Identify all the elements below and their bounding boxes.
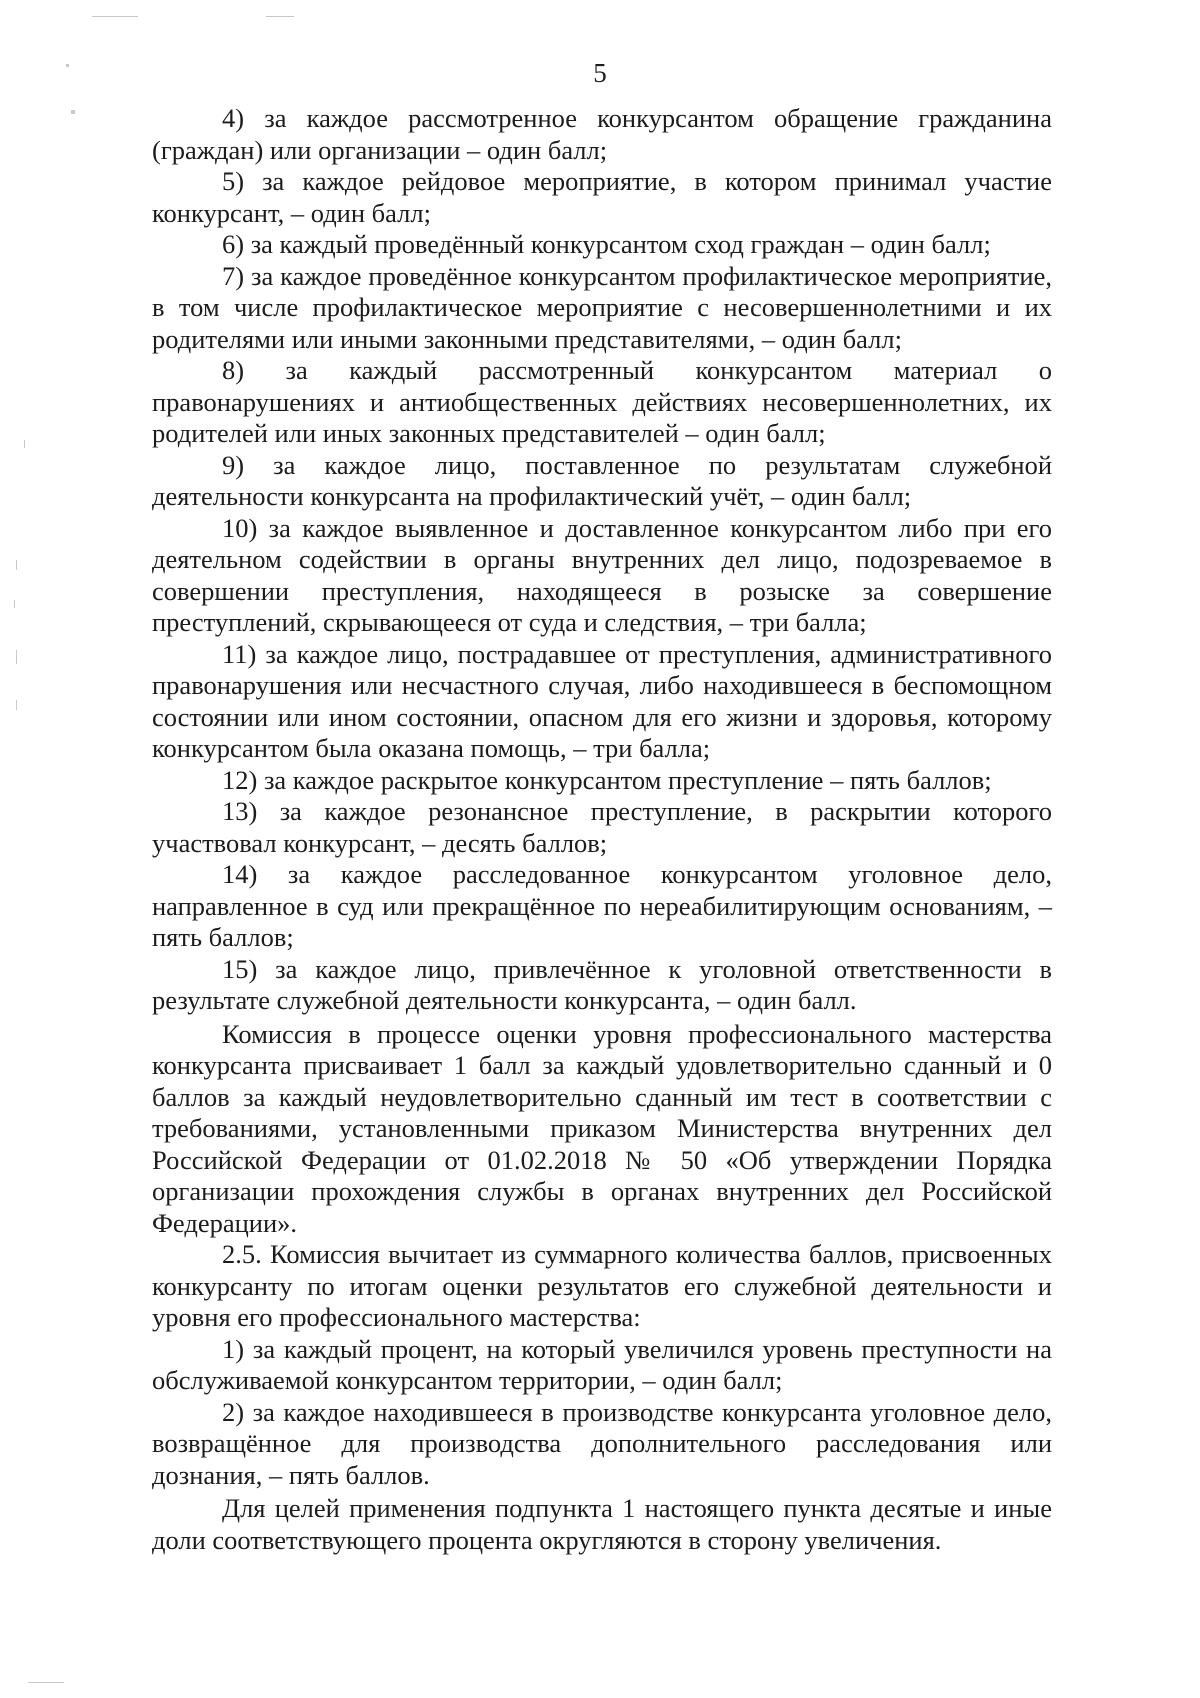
paragraph-item-10: 10) за каждое выявленное и доставленное конкурсантом либо при его деятельном содействии в органы внутренних дел лицо, подозреваемое в совершении преступления, находящееся в розыске за совершение преступлений, скрывающееся от суда и следствия, – три балла; (152, 512, 1052, 637)
paragraph-item-4: 4) за каждое рассмотренное конкурсантом обращение гражданина (граждан) или организации – один балл; (152, 103, 1052, 165)
paragraph-item-5: 5) за каждое рейдовое мероприятие, в котором принимал участие конкурсант, – один балл; (152, 166, 1052, 228)
paragraph-item-8: 8) за каждый рассмотренный конкурсантом материал о правонарушениях и антиобщественных действиях несовершеннолетних, их родителей или иных законных представителей – один балл; (152, 355, 1052, 448)
paragraph-section-2-5: 2.5. Комиссия вычитает из суммарного количества баллов, присвоенных конкурсанту по итогам оценки результатов его служебной деятельности и уровня его профессионального мастерства: (152, 1239, 1052, 1332)
scan-artifact-margin (16, 650, 17, 664)
paragraph-deduction-1: 1) за каждый процент, на который увеличился уровень преступности на обслуживаемой конкурсантом территории, – один балл; (152, 1333, 1052, 1395)
scan-artifact-top-right (266, 16, 294, 17)
scan-artifact-margin (16, 560, 17, 570)
scan-artifact-dot (71, 110, 75, 114)
scan-artifact-margin (14, 600, 15, 608)
scan-artifact-top (92, 16, 138, 17)
paragraph-item-7: 7) за каждое проведённое конкурсантом профилактическое мероприятие, в том числе профилактическое мероприятие с несовершеннолетними и их родителями или иными законными представителями, – один балл; (152, 260, 1052, 354)
scan-artifact-margin (16, 700, 17, 710)
paragraph-item-12: 12) за каждое раскрытое конкурсантом преступление – пять баллов; (222, 764, 992, 795)
paragraph-commission-assessment: Комиссия в процессе оценки уровня профессионального мастерства конкурсанта присваивает 1 балл за каждый удовлетворительно сданный и 0 баллов за каждый неудовлетворительно сданный им тест в соответствии с требованиями, установленными приказом Министерства внутренних дел Российской Федерации от 01.02.2018 № 50 «Об утверждении Порядка организации прохождения службы в органах внутренних дел Российской Федерации». (152, 1018, 1052, 1238)
paragraph-item-13: 13) за каждое резонансное преступление, в раскрытии которого участвовал конкурсант, – десять баллов; (152, 796, 1052, 858)
scan-artifact-bottom (28, 1682, 64, 1683)
paragraph-item-14: 14) за каждое расследованное конкурсантом уголовное дело, направленное в суд или прекращённое по нереабилитирующим основаниям, – пять баллов; (152, 859, 1052, 952)
paragraph-item-6: 6) за каждый проведённый конкурсантом сход граждан – один балл; (222, 229, 991, 259)
scan-artifact-margin (24, 440, 25, 448)
paragraph-rounding-rule: Для целей применения подпункта 1 настоящего пункта десятые и иные доли соответствующего процента округляются в сторону увеличения. (152, 1493, 1052, 1555)
paragraph-deduction-2: 2) за каждое находившееся в производстве конкурсанта уголовное дело, возвращённое для производства дополнительного расследования или дознания, – пять баллов. (152, 1396, 1052, 1490)
paragraph-item-15: 15) за каждое лицо, привлечённое к уголовной ответственности в результате служебной деятельности конкурсанта, – один балл. (152, 953, 1052, 1015)
paragraph-item-11: 11) за каждое лицо, пострадавшее от преступления, административного правонарушения или несчастного случая, либо находившееся в беспомощном состоянии или ином состоянии, опасном для его жизни и здоровья, которому конкурсантом была оказана помощь, – три балла; (152, 638, 1052, 763)
page-number: 5 (593, 58, 607, 88)
document-body (152, 103, 1052, 1556)
paragraph-item-9: 9) за каждое лицо, поставленное по результатам служебной деятельности конкурсанта на профилактический учёт, – один балл; (152, 449, 1052, 511)
